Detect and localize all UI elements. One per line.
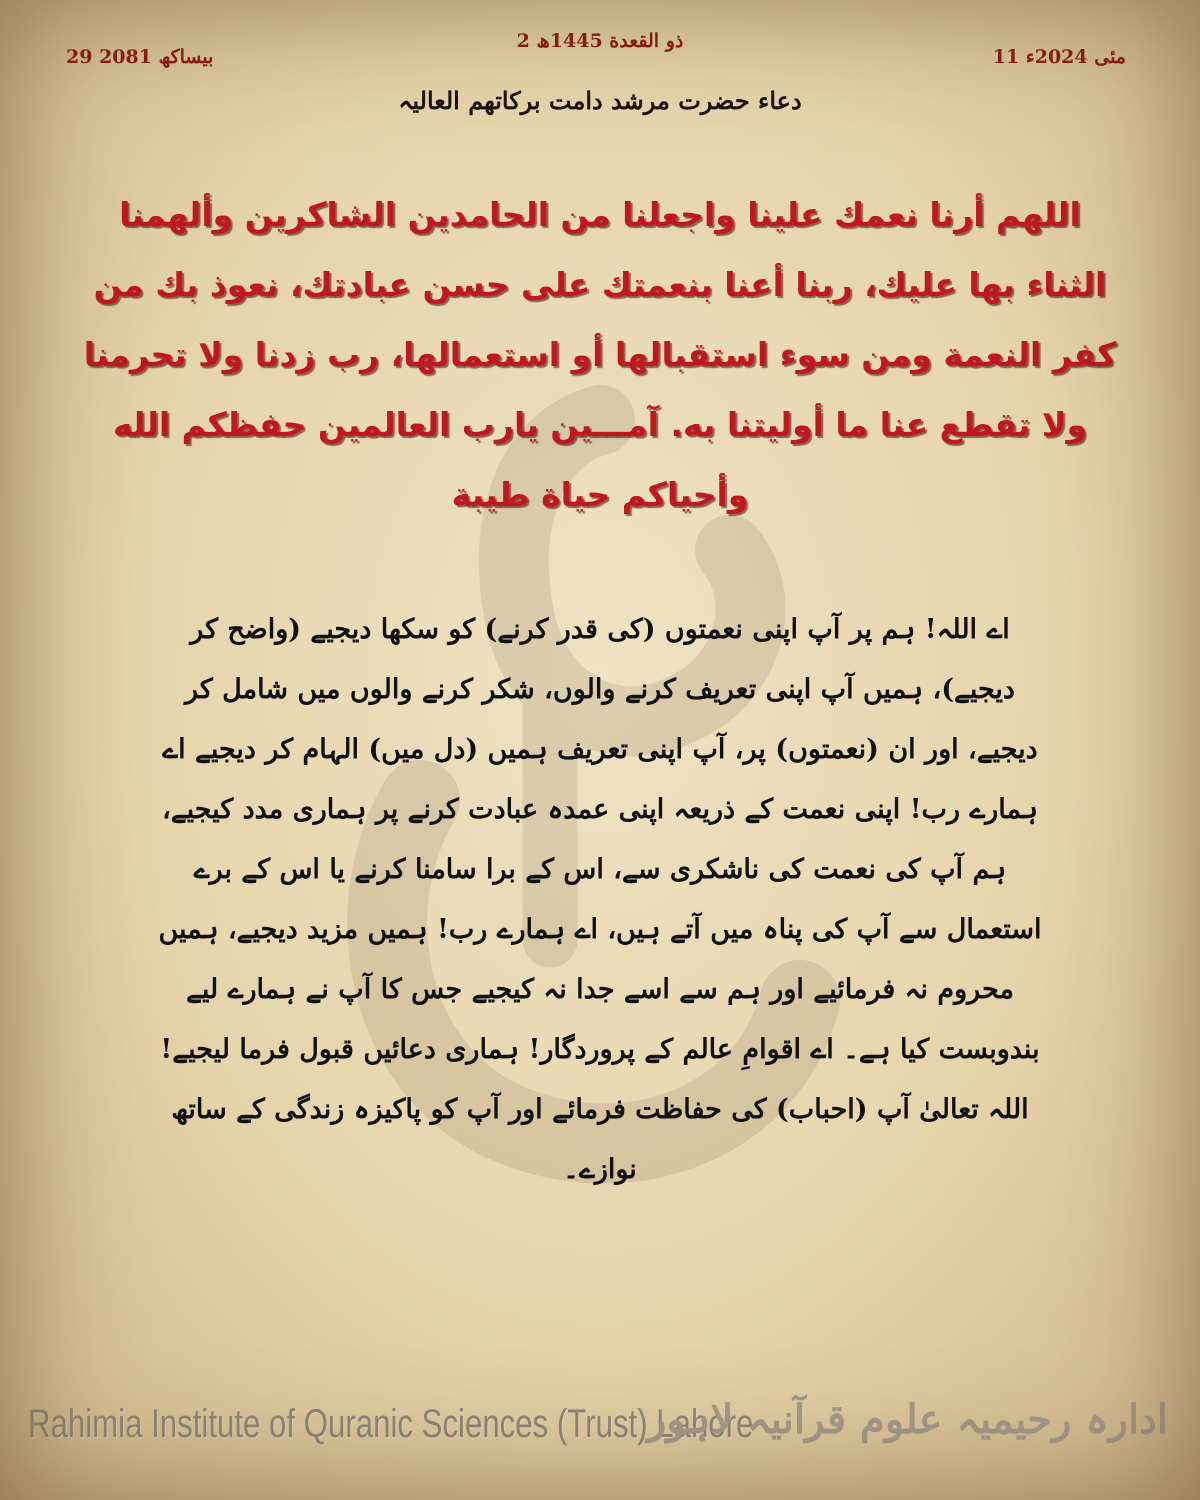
urdu-translation-text: اے اللہ! ہم پر آپ اپنی نعمتوں (کی قدر کرنے) کو سکھا دیجیے (واضح کر دیجیے)، ہمیں آپ اپنی تعریف کرنے والوں، شکر کرنے والوں میں شامل کر دیجیے، اور ان (نعمتوں) پر، آپ اپنی تعریف ہمیں (دل میں) الہام کر دیجیے اے ہمارے رب! اپنی نعمت کے ذریعہ اپنی عمدہ عبادت کرنے پر ہماری مدد کیجیے، ہم آپ کی نعمت کی ناشکری سے، اس کے برا سامنا کرنے یا اس کے برے استعمال سے آپ کی پناہ میں آتے ہیں، اے ہمارے رب! ہمیں مزید دیجیے، ہمیں محروم نہ فرمائیے اور ہم سے اسے جدا نہ کیجیے جس کا آپ نے ہمارے لیے بندوبست کیا ہے۔ اے اقوامِ عالم کے پروردگار! ہماری دعائیں قبول فرما لیجیے! اللہ تعالیٰ آپ (احباب) کی حفاظت فرمائے اور آپ کو پاکیزہ زندگی کے ساتھ نوازے۔ [158,614,1042,1185]
gregorian-date: 11 مئی 2024ء [992,46,1126,68]
institute-logo-urdu: ادارہ رحیمیہ علوم قرآنیہ لاہور [647,1396,1168,1443]
bikrami-date: 29 بیساکھ 2081 [66,46,214,68]
page-title: دعاء حضرت مرشد دامت برکاتھم العالیہ [398,86,802,115]
hijri-date: 2 ذو القعدة 1445ھ [516,30,684,52]
institute-name-english: Rahimia Institute of Quranic Sciences (Trust) Lahore [28,1402,754,1446]
arabic-dua-text: اللھم أرنا نعمك علينا واجعلنا من الحامدين الشاكرين وألھمنا الثناء بھا عليك، ربنا أعنا بنعمتك على حسن عبادتك، نعوذ بك من كفر النعمة ومن سوء استقبالھا أو استعمالھا، رب زدنا ولا تحرمنا ولا تقطع عنا ما أوليتنا به. آمـــين يارب العالمين حفظكم الله وأحياكم حياة طيبة [83,195,1117,514]
